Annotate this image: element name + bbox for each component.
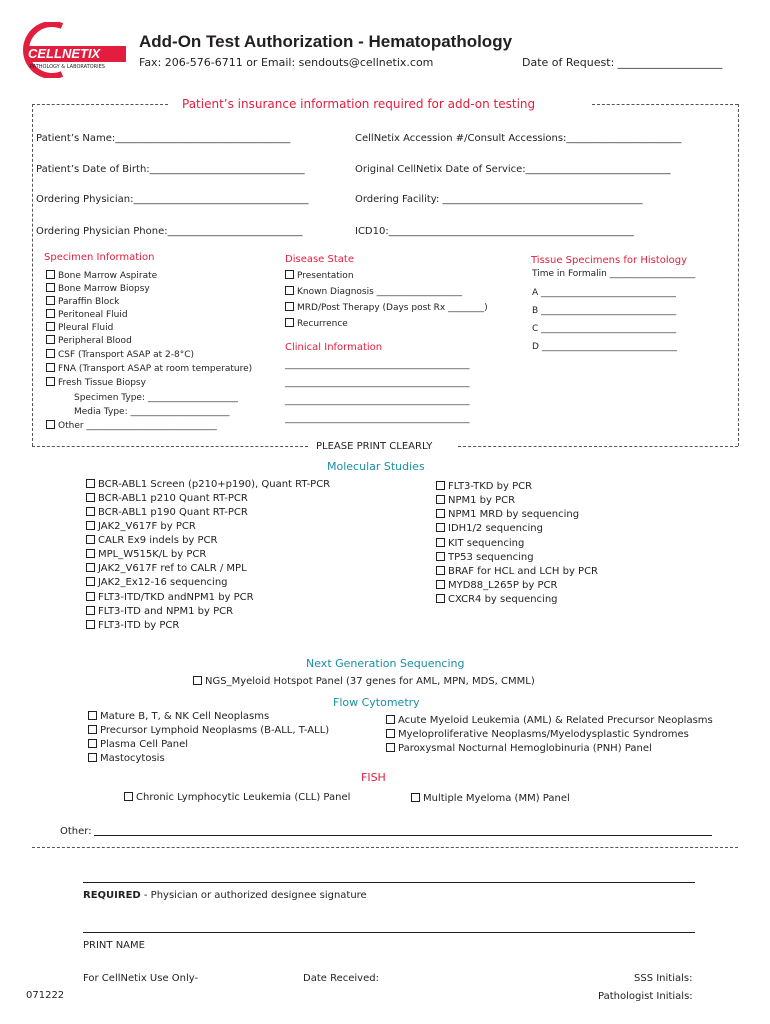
- specimen-item[interactable]: Paraffin Block: [46, 296, 119, 308]
- clinical-line[interactable]: _________________________________________: [285, 378, 470, 388]
- checkbox[interactable]: [193, 676, 202, 685]
- molecular-item[interactable]: NPM1 MRD by sequencing: [436, 509, 579, 521]
- checkbox[interactable]: [86, 507, 95, 516]
- checkbox[interactable]: [86, 606, 95, 615]
- flow-item[interactable]: Myeloproliferative Neoplasms/Myelodysplastic Syndromes: [386, 729, 689, 741]
- molecular-item[interactable]: FLT3-TKD by PCR: [436, 481, 532, 493]
- specimen-item[interactable]: Peritoneal Fluid: [46, 309, 128, 321]
- checkbox[interactable]: [386, 715, 395, 724]
- checkbox[interactable]: [411, 793, 420, 802]
- flow-item[interactable]: Acute Myeloid Leukemia (AML) & Related Precursor Neoplasms: [386, 715, 713, 727]
- checkbox[interactable]: [285, 302, 294, 311]
- other-label: Other:: [60, 826, 92, 837]
- molecular-item[interactable]: FLT3-ITD and NPM1 by PCR: [86, 606, 233, 618]
- molecular-item[interactable]: FLT3-ITD/TKD andNPM1 by PCR: [86, 592, 254, 604]
- sss-initials-label: SSS Initials:: [634, 973, 693, 984]
- tissue-row-d[interactable]: D ______________________________: [532, 342, 677, 352]
- checkbox[interactable]: [86, 620, 95, 629]
- pathologist-initials-label: Pathologist Initials:: [598, 991, 693, 1002]
- checkbox[interactable]: [86, 479, 95, 488]
- disease-item[interactable]: Known Diagnosis ___________________: [285, 286, 462, 298]
- print-divider-right: [458, 446, 738, 447]
- molecular-item[interactable]: BCR-ABL1 Screen (p210+p190), Quant RT-PCR: [86, 479, 330, 491]
- checkbox[interactable]: [46, 377, 55, 386]
- other-field-line[interactable]: [94, 835, 712, 836]
- molecular-item[interactable]: JAK2_V617F by PCR: [86, 521, 196, 533]
- molecular-item[interactable]: JAK2_Ex12-16 sequencing: [86, 577, 228, 589]
- tissue-title: Tissue Specimens for Histology: [531, 255, 688, 266]
- checkbox[interactable]: [46, 283, 55, 292]
- flow-title: Flow Cytometry: [333, 696, 420, 709]
- flow-item[interactable]: Plasma Cell Panel: [88, 739, 188, 751]
- molecular-item[interactable]: CXCR4 by sequencing: [436, 594, 558, 606]
- date-of-request-field[interactable]: Date of Request: ___________________: [522, 56, 723, 69]
- molecular-item[interactable]: BCR-ABL1 p190 Quant RT-PCR: [86, 507, 248, 519]
- molecular-item[interactable]: BRAF for HCL and LCH by PCR: [436, 566, 598, 578]
- required-signature-label: REQUIRED - Physician or authorized designee signature: [83, 890, 367, 901]
- checkbox[interactable]: [86, 577, 95, 586]
- checkbox[interactable]: [46, 322, 55, 331]
- specimen-item[interactable]: Fresh Tissue Biopsy: [46, 377, 146, 389]
- disease-title: Disease State: [285, 254, 354, 265]
- checkbox[interactable]: [88, 739, 97, 748]
- fish-cll-item[interactable]: Chronic Lymphocytic Leukemia (CLL) Panel: [124, 792, 350, 804]
- checkbox[interactable]: [124, 792, 133, 801]
- specimen-item[interactable]: Peripheral Blood: [46, 335, 132, 347]
- checkbox[interactable]: [436, 495, 445, 504]
- physician-phone-field[interactable]: Ordering Physician Phone:___________________________: [36, 226, 303, 237]
- tissue-row-b[interactable]: B ______________________________: [532, 306, 677, 316]
- checkbox[interactable]: [86, 493, 95, 502]
- section-border-top-right: [592, 104, 738, 105]
- ngs-title: Next Generation Sequencing: [306, 657, 465, 670]
- print-clearly-label: PLEASE PRINT CLEARLY: [316, 441, 433, 452]
- accession-field[interactable]: CellNetix Accession #/Consult Accessions:_______________________: [355, 133, 682, 144]
- molecular-item[interactable]: IDH1/2 sequencing: [436, 523, 543, 535]
- checkbox[interactable]: [46, 335, 55, 344]
- checkbox[interactable]: [46, 420, 55, 429]
- section-border-left: [32, 104, 33, 446]
- checkbox[interactable]: [386, 729, 395, 738]
- disease-item[interactable]: MRD/Post Therapy (Days post Rx ________): [285, 302, 488, 314]
- checkbox[interactable]: [46, 270, 55, 279]
- molecular-item[interactable]: FLT3-ITD by PCR: [86, 620, 179, 632]
- specimen-item[interactable]: CSF (Transport ASAP at 2-8°C): [46, 349, 194, 361]
- checkbox[interactable]: [285, 318, 294, 327]
- section-border-top-left: [32, 104, 168, 105]
- checkbox[interactable]: [386, 743, 395, 752]
- logo: [22, 22, 130, 78]
- checkbox[interactable]: [436, 481, 445, 490]
- clinical-title: Clinical Information: [285, 342, 383, 353]
- checkbox[interactable]: [88, 711, 97, 720]
- fish-title: FISH: [361, 771, 386, 784]
- clinical-line[interactable]: _________________________________________: [285, 396, 470, 406]
- section-border-right: [738, 104, 739, 446]
- specimen-item[interactable]: FNA (Transport ASAP at room temperature): [46, 363, 252, 375]
- molecular-item[interactable]: JAK2_V617F ref to CALR / MPL: [86, 563, 247, 575]
- ordering-physician-field[interactable]: Ordering Physician:___________________________________: [36, 194, 309, 205]
- logo-subtext: PATHOLOGY & LABORATORIES: [30, 64, 105, 70]
- checkbox[interactable]: [436, 566, 445, 575]
- specimen-type-field[interactable]: Specimen Type: ____________________: [74, 393, 238, 403]
- checkbox[interactable]: [285, 286, 294, 295]
- flow-item[interactable]: Precursor Lymphoid Neoplasms (B-ALL, T-ALL): [88, 725, 329, 737]
- flow-item[interactable]: Mastocytosis: [88, 753, 165, 765]
- cellnetix-use-only: For CellNetix Use Only-: [83, 973, 199, 984]
- checkbox[interactable]: [436, 509, 445, 518]
- media-type-field[interactable]: Media Type: ______________________: [74, 407, 230, 417]
- checkbox[interactable]: [86, 521, 95, 530]
- time-in-formalin-field[interactable]: Time in Formalin ___________________: [532, 269, 696, 279]
- print-name-line[interactable]: [83, 932, 695, 933]
- signature-separator: [32, 847, 738, 848]
- molecular-item[interactable]: TP53 sequencing: [436, 552, 534, 564]
- page-title: Add-On Test Authorization - Hematopathology: [139, 32, 513, 51]
- flow-item[interactable]: Paroxysmal Nocturnal Hemoglobinuria (PNH) Panel: [386, 743, 652, 755]
- ngs-item[interactable]: NGS_Myeloid Hotspot Panel (37 genes for AML, MPN, MDS, CMML): [193, 676, 535, 688]
- original-date-field[interactable]: Original CellNetix Date of Service:_____________________________: [355, 164, 671, 175]
- molecular-item[interactable]: NPM1 by PCR: [436, 495, 515, 507]
- specimen-item[interactable]: Pleural Fluid: [46, 322, 113, 334]
- molecular-item[interactable]: CALR Ex9 indels by PCR: [86, 535, 218, 547]
- checkbox[interactable]: [436, 538, 445, 547]
- tissue-row-c[interactable]: C ______________________________: [532, 324, 677, 334]
- specimen-title: Specimen Information: [44, 252, 155, 263]
- checkbox[interactable]: [436, 594, 445, 603]
- checkbox[interactable]: [46, 349, 55, 358]
- specimen-item[interactable]: Bone Marrow Biopsy: [46, 283, 150, 295]
- checkbox[interactable]: [436, 523, 445, 532]
- checkbox[interactable]: [436, 580, 445, 589]
- icd10-field[interactable]: ICD10:_________________________________________________: [355, 226, 634, 237]
- checkbox[interactable]: [88, 753, 97, 762]
- checkbox[interactable]: [86, 563, 95, 572]
- molecular-item[interactable]: KIT sequencing: [436, 538, 524, 550]
- ordering-facility-field[interactable]: Ordering Facility: ________________________________________: [355, 194, 643, 205]
- molecular-title: Molecular Studies: [327, 460, 425, 473]
- checkbox[interactable]: [86, 592, 95, 601]
- disease-item[interactable]: Recurrence: [285, 318, 348, 330]
- checkbox[interactable]: [285, 270, 294, 279]
- contact-info: Fax: 206-576-6711 or Email: sendouts@cellnetix.com: [139, 56, 434, 69]
- checkbox[interactable]: [46, 363, 55, 372]
- date-received-label: Date Received:: [303, 973, 379, 984]
- clinical-line[interactable]: _________________________________________: [285, 360, 470, 370]
- insurance-banner: Patient’s insurance information required for add-on testing: [182, 97, 536, 111]
- print-divider-left: [32, 446, 308, 447]
- checkbox[interactable]: [436, 552, 445, 561]
- fish-mm-item[interactable]: Multiple Myeloma (MM) Panel: [411, 793, 570, 805]
- tissue-row-a[interactable]: A ______________________________: [532, 288, 677, 298]
- disease-item[interactable]: Presentation: [285, 270, 354, 282]
- molecular-item[interactable]: MYD88_L265P by PCR: [436, 580, 557, 592]
- patient-dob-field[interactable]: Patient’s Date of Birth:_______________________________: [36, 164, 305, 175]
- specimen-other[interactable]: Other _____________________________: [46, 420, 217, 432]
- checkbox[interactable]: [86, 549, 95, 558]
- signature-line[interactable]: [83, 882, 695, 883]
- checkbox[interactable]: [88, 725, 97, 734]
- logo-text: CELLNETIX: [28, 46, 101, 61]
- patient-name-field[interactable]: Patient’s Name:___________________________________: [36, 133, 291, 144]
- print-name-label: PRINT NAME: [83, 940, 145, 951]
- form-code: 071222: [26, 990, 65, 1001]
- molecular-item[interactable]: BCR-ABL1 p210 Quant RT-PCR: [86, 493, 248, 505]
- clinical-line[interactable]: _________________________________________: [285, 414, 470, 424]
- checkbox[interactable]: [46, 309, 55, 318]
- specimen-item[interactable]: Bone Marrow Aspirate: [46, 270, 157, 282]
- molecular-item[interactable]: MPL_W515K/L by PCR: [86, 549, 206, 561]
- checkbox[interactable]: [46, 296, 55, 305]
- flow-item[interactable]: Mature B, T, & NK Cell Neoplasms: [88, 711, 269, 723]
- checkbox[interactable]: [86, 535, 95, 544]
